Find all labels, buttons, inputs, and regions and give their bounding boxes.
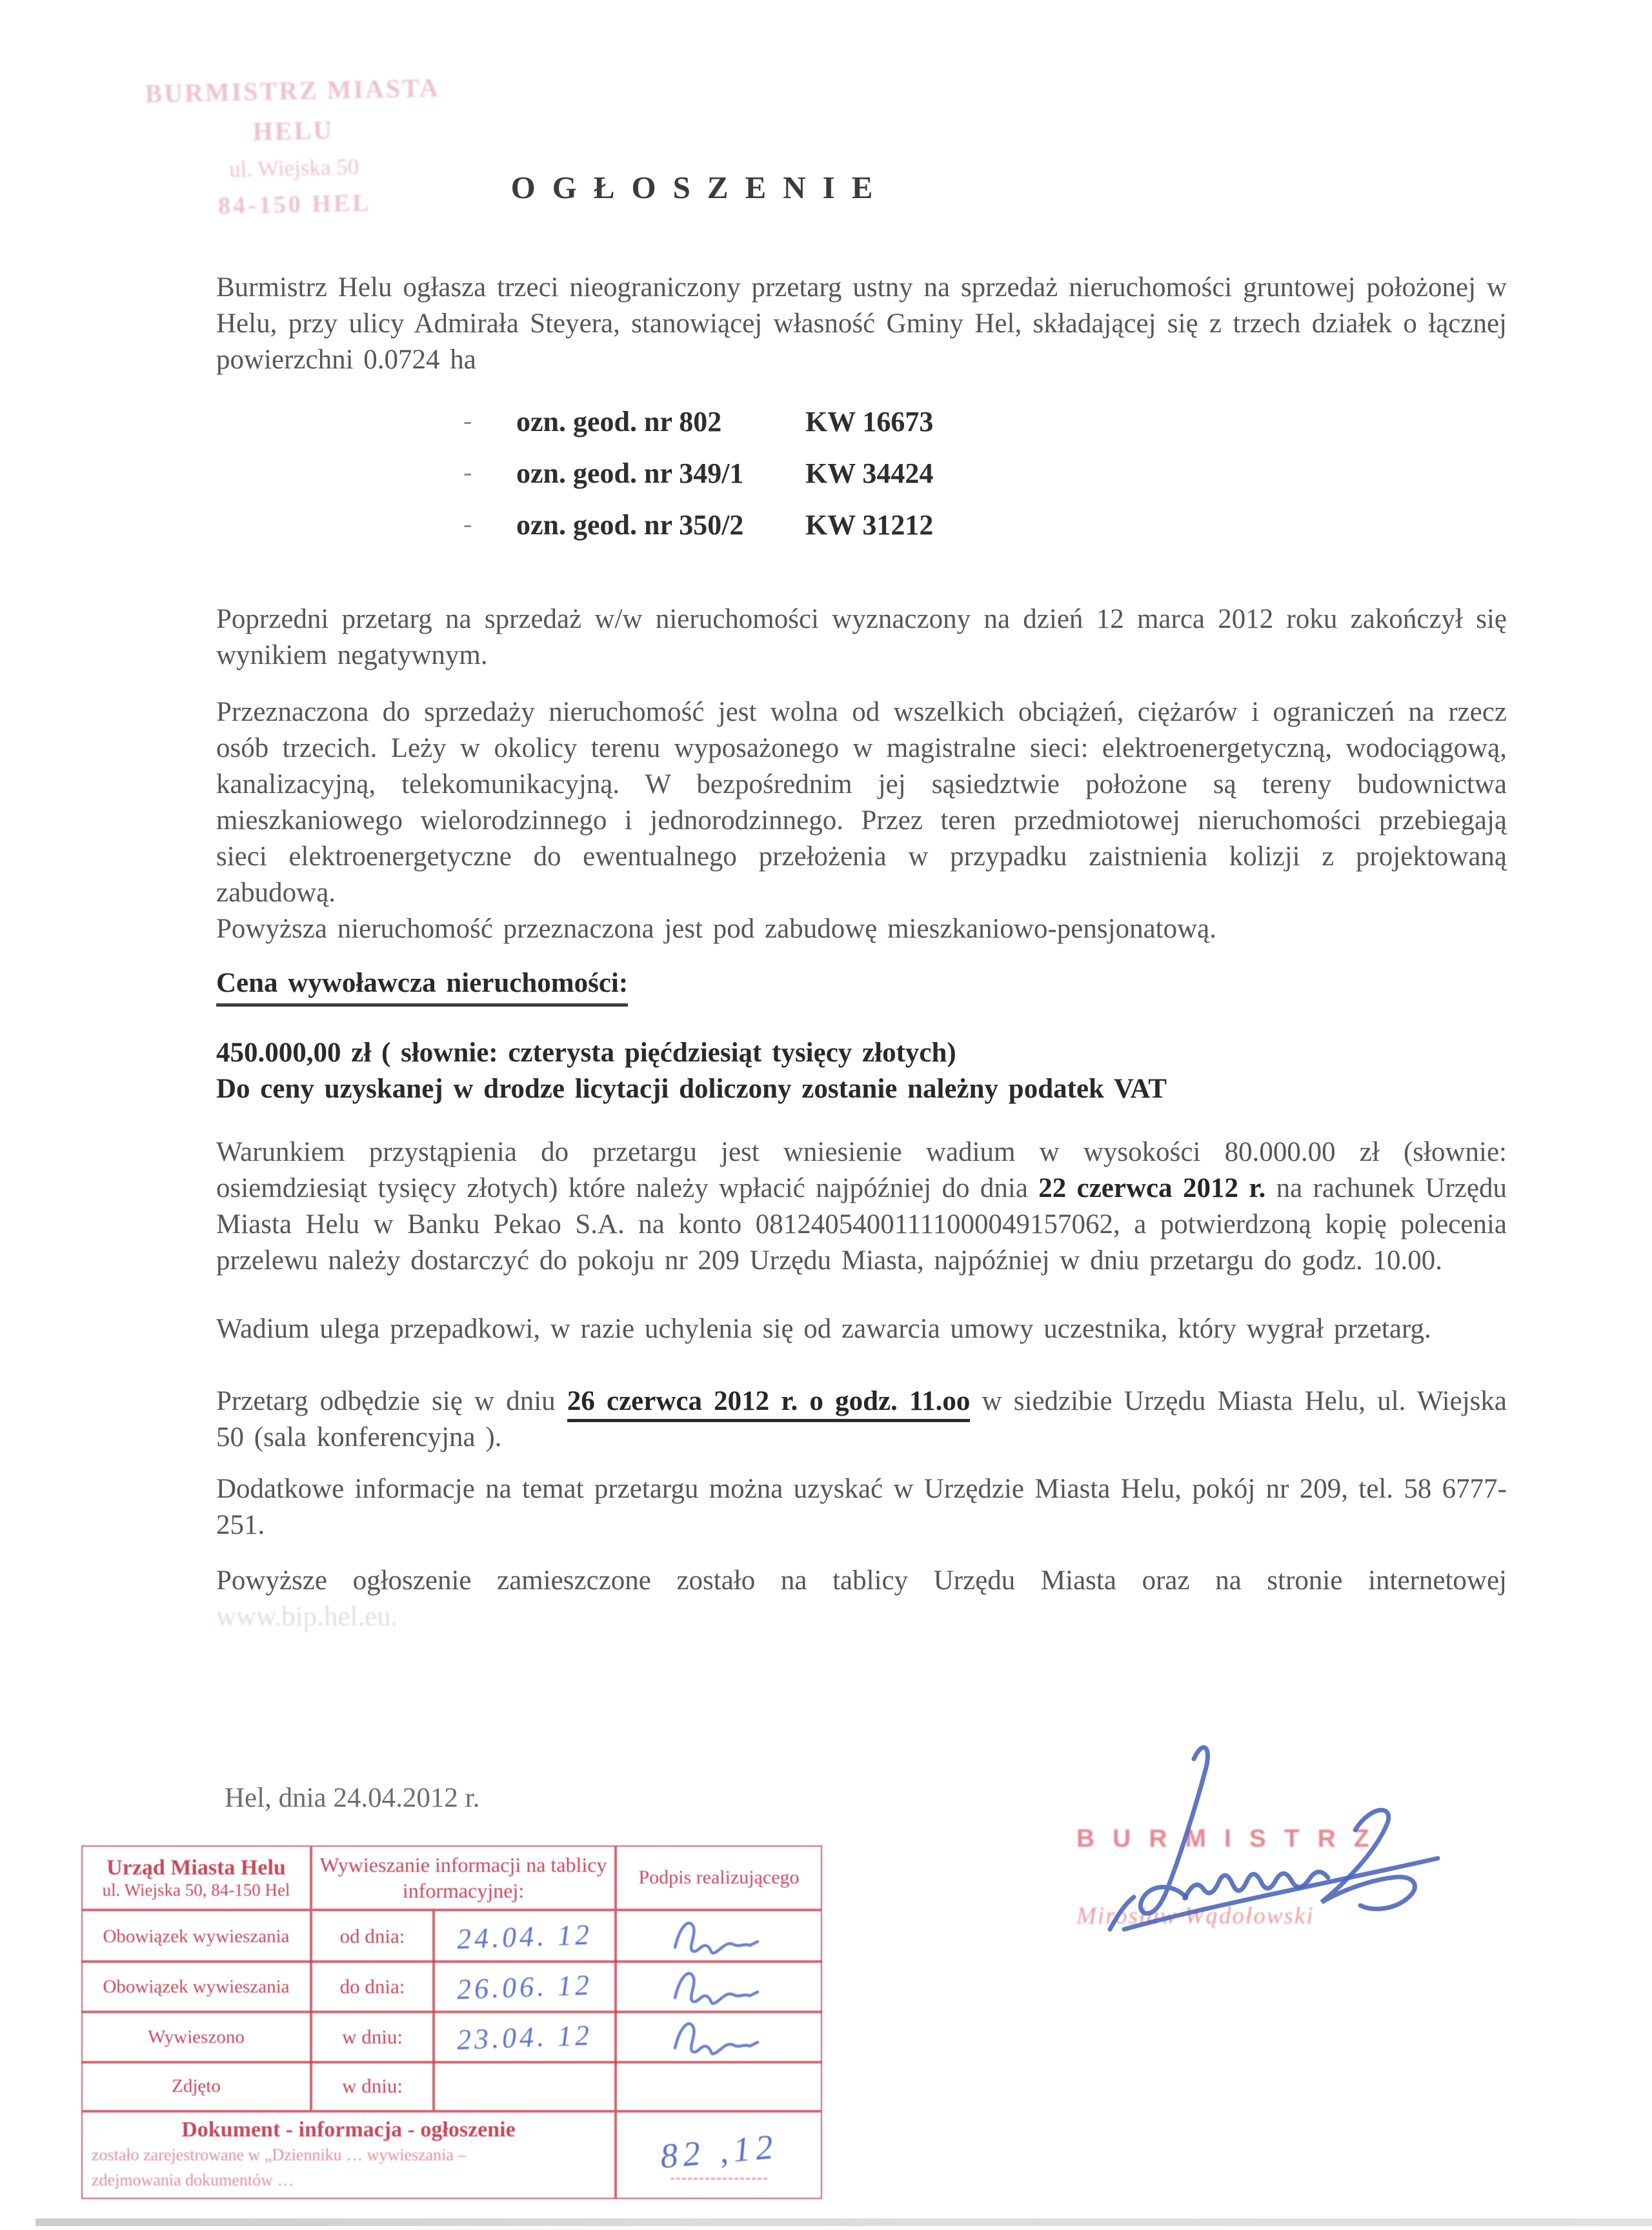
- mayor-name-stamp: Mirosław Wądołowski: [1076, 1903, 1315, 1929]
- registry-row-to-date: [81, 1960, 822, 2011]
- registry-row-signature-cell: [616, 2011, 822, 2064]
- signature-stroke: [1140, 1747, 1207, 1913]
- registry-row-from-date: [81, 1910, 822, 1960]
- auction-prefix: Przetarg odbędzie się w dniu: [216, 1386, 567, 1416]
- registry-signature-header: Podpis realizującego: [616, 1845, 822, 1910]
- price-heading-text: Cena wywoławcza nieruchomości:: [216, 968, 628, 1007]
- registry-office-name: Urząd Miasta Helu: [106, 1855, 286, 1880]
- registry-row-date-cell: [434, 1960, 616, 2013]
- signature-stroke: [1124, 1858, 1438, 1929]
- paragraph-property-purpose: Powyższa nieruchomość przeznaczona jest pod zabudowę mieszkaniowo-pensjonatową.: [216, 914, 1216, 944]
- paragraph-wadium: [216, 1134, 1507, 1279]
- registry-posting-header: Wywieszanie informacji na tablicy informacyjnej:: [311, 1845, 616, 1910]
- signature-stroke: [1110, 1897, 1134, 1929]
- signature-stroke: [675, 2024, 758, 2054]
- parcel-label: ozn. geod. nr 349/1: [516, 457, 744, 489]
- signature-stroke: [675, 1923, 758, 1953]
- publication-website: www.bip.hel.eu.: [216, 1602, 398, 1632]
- registry-row-label: Zdjęto: [81, 2061, 311, 2111]
- handwritten-date: 24.04. 12: [456, 1918, 593, 1955]
- registry-table-header: [81, 1845, 822, 1910]
- paragraph-publication: [216, 1563, 1507, 1635]
- scan-edge-artifact: [35, 2218, 1652, 2226]
- paragraph-property-description: Przeznaczona do sprzedaży nieruchomość jest wolna od wszelkich obciążeń, ciężarów i ograniczeń na rzecz osób trzecich. Leży w okolicy terenu wyposażonego w magistralne sieci: elektroenergetyczną, wodociągową, kanalizacyjną, telekomunikacyjną. W bezpośrednim jej sąsiedztwie położone są tereny budownictwa mieszkaniowego wielorodzinnego i jednorodzinnego. Przez teren przedmiotowej nieruchomości przebiegają sieci elektroenergetyczne do ewentualnego przełożenia w przypadku zaistnienia kolizji z projektowaną zabudową.: [216, 697, 1507, 908]
- paragraph-additional-info: Dodatkowe informacje na temat przetargu można uzyskać w Urzędzie Miasta Helu, pokój nr 209, tel. 58 6777-251.: [216, 1474, 1507, 1540]
- handwritten-initials: [667, 1964, 771, 2009]
- price-amount: 450.000,00 zł ( słownie: czterysta pięćdziesiąt tysięcy złotych): [216, 1038, 956, 1068]
- paragraph-auction-date: [216, 1383, 1507, 1456]
- document-title: OGŁOSZENIE: [510, 170, 890, 205]
- registry-row-label: Wywieszono: [81, 2011, 311, 2064]
- registry-row-signature-cell: [616, 1960, 822, 2013]
- office-stamp-line2: ul. Wiejska 50: [228, 154, 359, 183]
- office-stamp-line3: 84-150 HEL: [217, 189, 372, 220]
- signature-stroke: [1322, 1810, 1415, 1909]
- place-and-date-line: Hel, dnia 24.04.2012 r.: [225, 1783, 480, 1813]
- handwritten-initials: [667, 1914, 771, 1959]
- registry-footer-ref-cell: [616, 2111, 822, 2199]
- parcel-label: ozn. geod. nr 802: [516, 406, 722, 437]
- paragraph-intro: Burmistrz Helu ogłasza trzeci nieograniczony przetarg ustny na sprzedaż nieruchomości gruntowej położonej w Helu, przy ulicy Admirała Steyera, stanowiącej własność Gminy Hel, składającej się z trzech działek o łącznej powierzchni 0.0724 ha: [216, 272, 1507, 375]
- registry-table-footer: [81, 2111, 822, 2195]
- registry-footer-text-cell: [81, 2111, 616, 2199]
- parcel-kw-number: KW 16673: [805, 406, 934, 437]
- mayor-handwritten-signature: [1020, 1734, 1458, 1947]
- registry-row-date-cell: [434, 1910, 616, 1963]
- registry-row-label: Obowiązek wywieszania: [81, 1960, 311, 2013]
- parcel-kw-number: KW 31212: [805, 509, 934, 541]
- registry-row-period: od dnia:: [311, 1910, 434, 1963]
- wadium-deadline-date: 22 czerwca 2012 r.: [1038, 1173, 1266, 1203]
- registry-footer-line2: zdejmowania dokumentów …: [92, 2171, 294, 2189]
- mayor-role-stamp: BURMISTRZ: [1076, 1825, 1387, 1853]
- registry-row-date-cell: [434, 2061, 616, 2111]
- parcel-dash: -: [463, 406, 472, 435]
- price-heading: [216, 965, 1507, 1001]
- registry-row-period: do dnia:: [311, 1960, 434, 2013]
- registry-row-label: Obowiązek wywieszania: [81, 1910, 311, 1963]
- office-stamp-line1: BURMISTRZ MIASTA HELU: [145, 73, 441, 146]
- registry-row-posted: [81, 2011, 822, 2061]
- registry-row-period: w dniu:: [311, 2011, 434, 2064]
- parcel-dash: -: [463, 509, 472, 538]
- auction-datetime: 26 czerwca 2012 r. o godz. 11.oo: [567, 1386, 971, 1422]
- registry-row-date-cell: [434, 2011, 616, 2064]
- registry-row-signature-cell: [616, 1910, 822, 1963]
- parcel-dash: -: [463, 457, 472, 487]
- paragraph-wadium-forfeit: Wadium ulega przepadkowi, w razie uchylenia się od zawarcia umowy uczestnika, który wygrał przetarg.: [216, 1314, 1431, 1344]
- price-vat-note: Do ceny uzyskanej w drodze licytacji doliczony zostanie należny podatek VAT: [216, 1074, 1167, 1104]
- handwritten-initials: [667, 2014, 771, 2060]
- auction-suffix: w siedzibie Urzędu Miasta Helu, ul. Wiejska 50 (sala konferencyjna ).: [216, 1386, 1507, 1452]
- registry-row-signature-cell: [616, 2061, 822, 2111]
- wadium-suffix: na rachunek Urzędu Miasta Helu w Banku Pekao S.A. na konto 08124054001111000049157062, a potwierdzoną kopię polecenia przelewu należy dostarczyć do pokoju nr 209 Urzędu Miasta, najpóźniej w dniu przetargu do godz. 10.00.: [216, 1173, 1507, 1276]
- registry-stamp-table: [81, 1845, 822, 2195]
- registry-office-cell: [81, 1845, 311, 1910]
- registry-row-removed: [81, 2061, 822, 2111]
- publication-text: Powyższe ogłoszenie zamieszczone zostało na tablicy Urzędu Miasta oraz na stronie internetowej: [216, 1565, 1507, 1596]
- registry-office-address: ul. Wiejska 50, 84-150 Hel: [102, 1880, 290, 1900]
- ref-underline-mark: [670, 2178, 767, 2180]
- registry-row-period: w dniu:: [311, 2061, 434, 2111]
- handwritten-date: 23.04. 12: [456, 2018, 593, 2056]
- handwritten-ref-number: 82 ,12: [658, 2126, 780, 2176]
- paragraph-previous-auction: Poprzedni przetarg na sprzedaż w/w nieruchomości wyznaczony na dzień 12 marca 2012 roku zakończył się wynikiem negatywnym.: [216, 604, 1507, 670]
- registry-footer-line1: zostało zarejestrowane w „Dzienniku … wywieszania –: [92, 2145, 467, 2164]
- handwritten-date: 26.06. 12: [456, 1968, 593, 2005]
- parcel-kw-number: KW 34424: [805, 457, 934, 489]
- registry-footer-title: Dokument - informacja - ogłoszenie: [181, 2118, 516, 2142]
- wadium-prefix: Warunkiem przystąpienia do przetargu jest wniesienie wadium w wysokości 80.000.00 zł (słownie: osiemdziesiąt tysięcy złotych) które należy wpłacić najpóźniej do dnia: [216, 1137, 1507, 1203]
- parcel-label: ozn. geod. nr 350/2: [516, 509, 744, 541]
- signature-stroke: [675, 1973, 758, 2004]
